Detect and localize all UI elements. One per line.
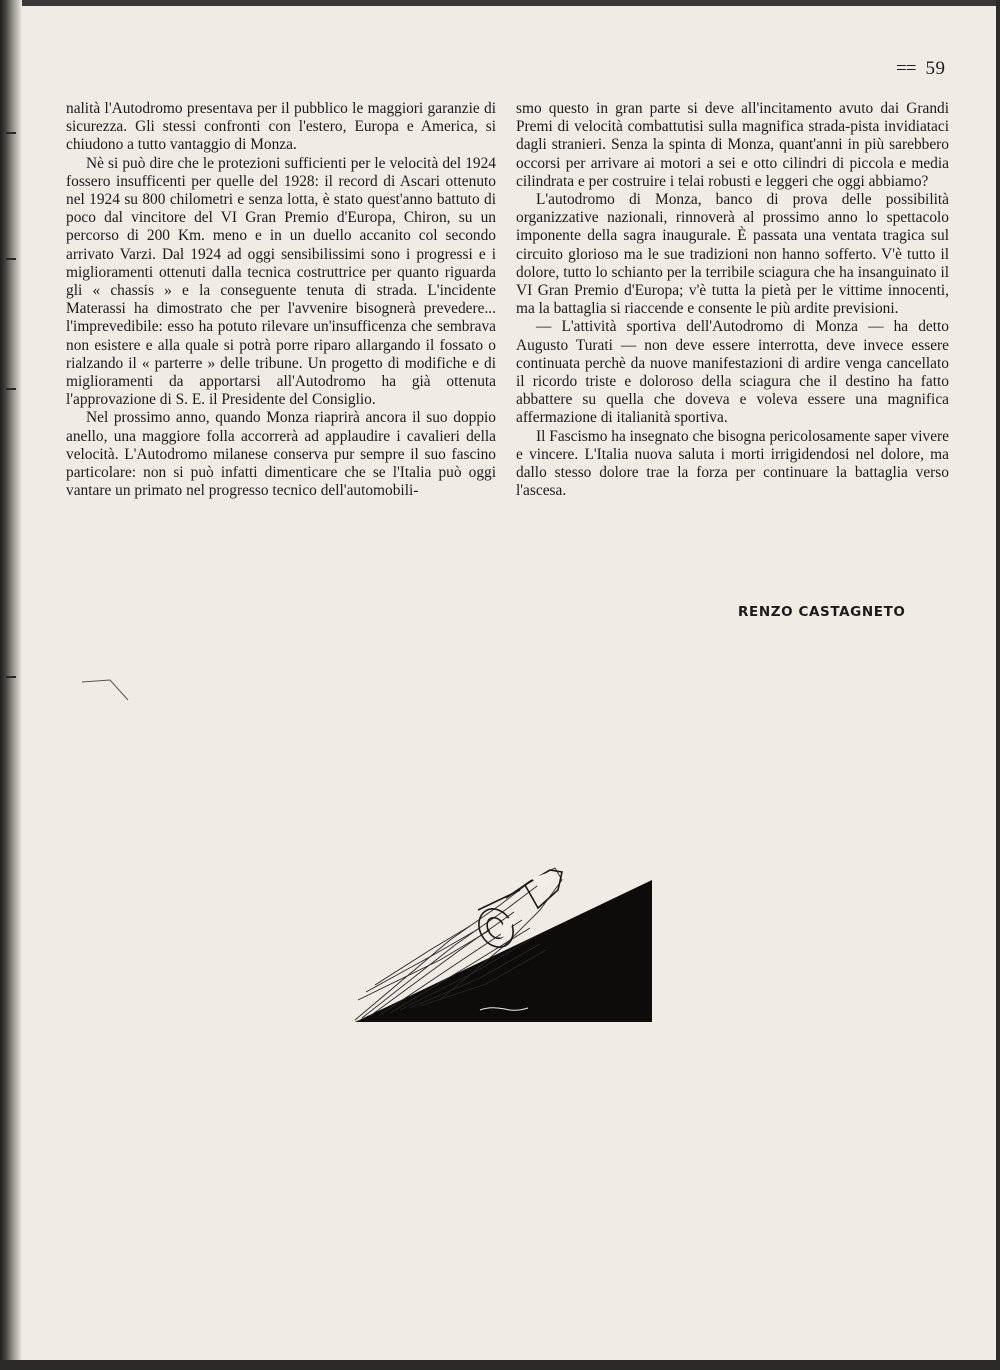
page-number (896, 58, 945, 80)
paragraph: L'autodromo di Monza, banco di prova delle possibilità organizzative nazionali, rinnoverà al prossimo anno lo spettacolo imponente della sagra inaugurale. È passata una ventata tragica sul circuito glorioso ma le sue tradizioni non hanno sofferto. V'è tutto il dolore, tutto lo schianto per la terribile sciagura che ha insanguinato il VI Gran Premio d'Europa; v'è tutta la pietà per le vittime innocenti, ma la battaglia si riaccende e consente le più ardite previsioni. (516, 191, 949, 318)
paragraph: Il Fascismo ha insegnato che bisogna pericolosamente saper vivere e vincere. L'Italia nuova saluta i morti irrigidendosi nel dolore, ma dallo stesso dolore trae la forza per continuare la battaglia verso l'ascesa. (516, 427, 949, 500)
paragraph: — L'attività sportiva dell'Autodromo di Monza — ha detto Augusto Turati — non deve essere interrotta, deve invece essere continuata perchè da nuove manifestazioni di ardire venga cancellato il ricordo triste e doloroso della sciagura che il destino ha fatto abbattere su quella che doveva e voleva essere una magnifica affermazione di italianità sportiva. (516, 318, 949, 427)
article-column-right (516, 100, 949, 500)
binding-stitch (6, 388, 16, 390)
binding-stitch (6, 258, 16, 260)
binding-stitch (6, 132, 16, 134)
scan-bottom-edge (0, 1360, 1000, 1370)
paragraph: nalità l'Autodromo presentava per il pubblico le maggiori garanzie di sicurezza. Gli stessi confronti con l'estero, Europa e America, si chiudono a tutto vantaggio di Monza. (66, 100, 496, 154)
book-binding (0, 0, 22, 1370)
stray-pen-mark (80, 676, 130, 704)
article-column-left (66, 100, 496, 500)
paragraph: Nè si può dire che le protezioni sufficienti per le velocità del 1924 fossero insufficenti per quelle del 1928: il record di Ascari ottenuto nel 1924 su 800 chilometri e senza lotta, è stato quest'anno battuto di poco dal vincitore del VI Gran Premio d'Europa, Chiron, su un percorso di 200 Km. meno e in un duello accanito col secondo arrivato Varzi. Dal 1924 ad oggi sensibilissimi sono i progressi e i miglioramenti ottenuti dalla tecnica costruttrice per quanto riguarda gli « chassis » e la conseguente tenuta di strada. L'incidente Materassi ha dimostrato che per l'avvenire bisognerà prevedere... l'imprevedibile: esso ha potuto rilevare un'insufficenza che sembrava non esistere e alla quale si potrà porre riparo allargando il fossato o rialzando il « parterre » delle tribune. Un progetto di modifiche e di miglioramenti da apportarsi all'Autodromo ha già ottenuta l'approvazione di S. E. il Presidente del Consiglio. (66, 154, 496, 409)
paragraph: smo questo in gran parte si deve all'incitamento avuto dai Grandi Premi di velocità combattutisi sulla magnifica strada-pista invidiataci dagli stranieri. Senza la spinta di Monza, quant'anni in più sarebbero occorsi per arrivare ai motori a sei e otto cilindri di piccola e media cilindrata e per costruire i telai robusti e leggeri che oggi abbiamo? (516, 100, 949, 190)
scan-top-edge (0, 0, 1000, 6)
page-number-rule: == (896, 58, 916, 79)
binding-stitch (6, 676, 16, 678)
page-number-value: 59 (925, 58, 946, 79)
scan-right-edge (996, 0, 1000, 1370)
paragraph: Nel prossimo anno, quando Monza riaprirà ancora il suo doppio anello, una maggiore folla accorrerà ad applaudire i cavalieri della velocità. L'Autodromo milanese conserva pur sempre il suo fascino particolare: non si può infatti dimenticare che se l'Italia può oggi vantare un primato nel progresso tecnico dell'automobili- (66, 409, 496, 500)
author-signature: RENZO CASTAGNETO (738, 604, 906, 620)
race-car-illustration-icon (300, 850, 660, 1030)
